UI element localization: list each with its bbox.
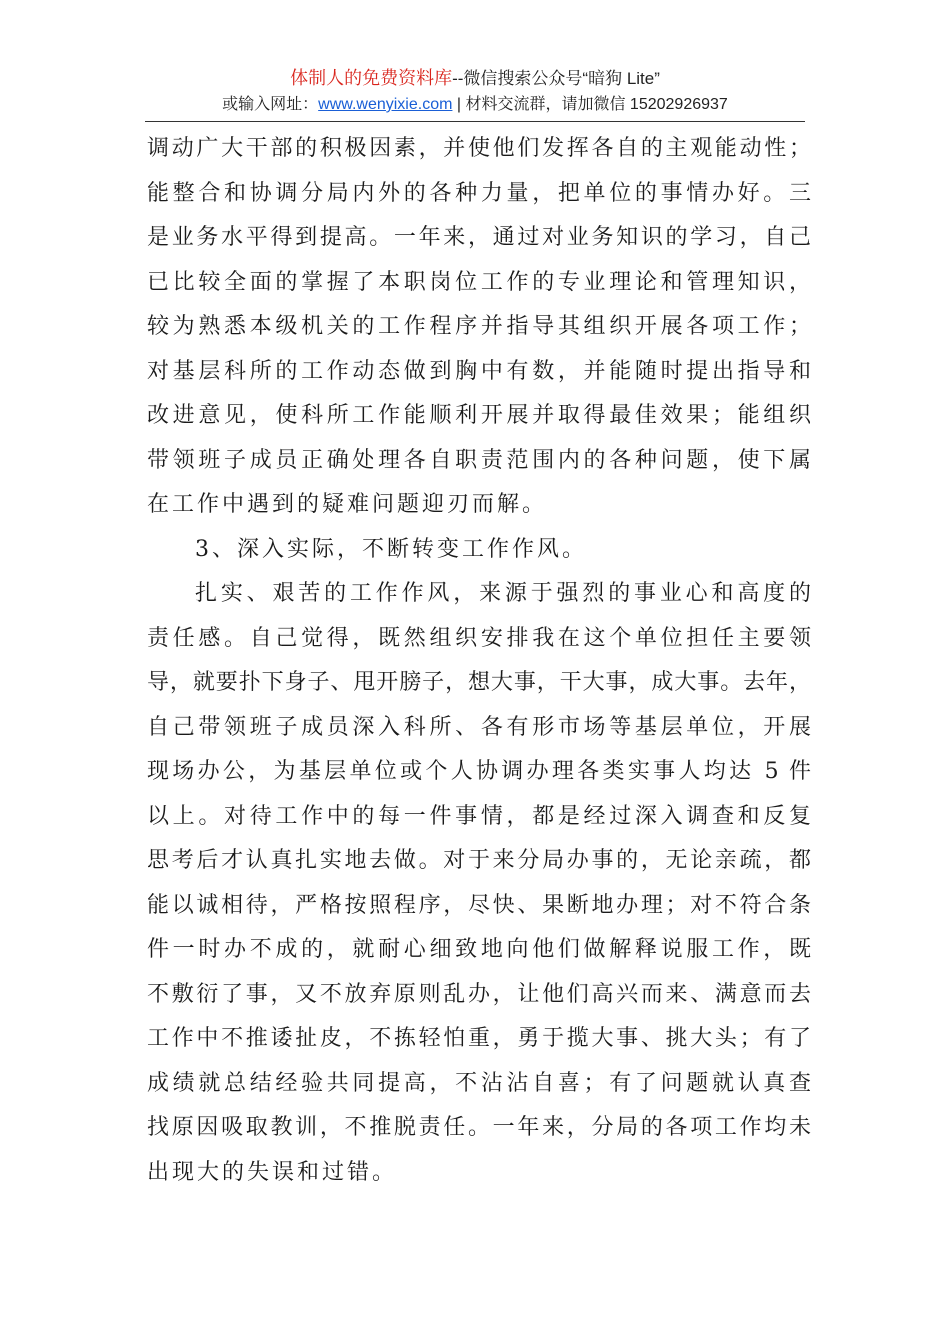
contact-info: | 材料交流群，请加微信 15202926937 [452,96,728,113]
text-line: 责任感。自己觉得，既然组织安排我在这个单位担任主要领 [147,625,811,651]
text-line: 是业务水平得到提高。一年来，通过对业务知识的学习，自己 [147,225,811,250]
header-tagline: --微信搜索公众号“暗狗 Lite” [452,69,660,88]
text-line: 不敷衍了事，又不放弃原则乱办，让他们高兴而来、满意而去 [147,981,811,1007]
text-line: 工作中不推诿扯皮，不拣轻怕重，勇于揽大事、挑大头；有了 [147,1026,811,1051]
text-line: 思考后才认真扎实地去做。对于来分局办事的，无论亲疏，都 [147,848,811,873]
header-banner [0,66,950,91]
text-line: 自己带领班子成员深入科所、各有形市场等基层单位，开展 [147,714,811,740]
text-line: 出现大的失误和过错。 [147,1159,398,1185]
text-line: 成绩就总结经验共同提高，不沾沾自喜；有了问题就认真查 [147,1070,811,1096]
document-body [147,127,811,1195]
text-line: 现场办公，为基层单位或个人协调办理各类实事人均达 5 件 [147,759,811,784]
text-line: 能整合和协调分局内外的各种力量，把单位的事情办好。三 [147,180,811,206]
header-divider [145,121,805,122]
text-line: 已比较全面的掌握了本职岗位工作的专业理论和管理知识， [147,269,811,295]
text-line: 较为熟悉本级机关的工作程序并指导其组织开展各项工作； [147,314,811,339]
header-contact [0,94,950,116]
text-line: 导，就要扑下身子、甩开膀子，想大事，干大事，成大事。去年， [147,670,811,695]
text-line: 在工作中遇到的疑难问题迎刃而解。 [147,492,548,517]
section-heading: 3、深入实际，不断转变工作作风。 [195,536,587,562]
text-line: 能以诚相待，严格按照程序，尽快、果断地办理；对不符合条 [147,892,811,918]
text-line: 件一时办不成的，就耐心细致地向他们做解释说服工作，既 [147,937,811,962]
text-line: 改进意见，使科所工作能顺利开展并取得最佳效果；能组织 [147,403,811,428]
text-line: 找原因吸取教训，不推脱责任。一年来，分局的各项工作均未 [147,1115,811,1140]
url-prefix: 或输入网址： [222,96,319,113]
text-line: 扎实、艰苦的工作作风，来源于强烈的事业心和高度的 [195,581,811,606]
text-line: 对基层科所的工作动态做到胸中有数，并能随时提出指导和 [147,358,811,384]
text-line: 以上。对待工作中的每一件事情，都是经过深入调查和反复 [147,803,811,829]
text-line: 调动广大干部的积极因素，并使他们发挥各自的主观能动性； [147,136,811,161]
text-line: 带领班子成员正确处理各自职责范围内的各种问题，使下属 [147,447,811,473]
website-link[interactable]: www.wenyixie.com [318,96,453,113]
brand-title: 体制人的免费资料库 [290,68,453,88]
page-header [0,66,950,116]
